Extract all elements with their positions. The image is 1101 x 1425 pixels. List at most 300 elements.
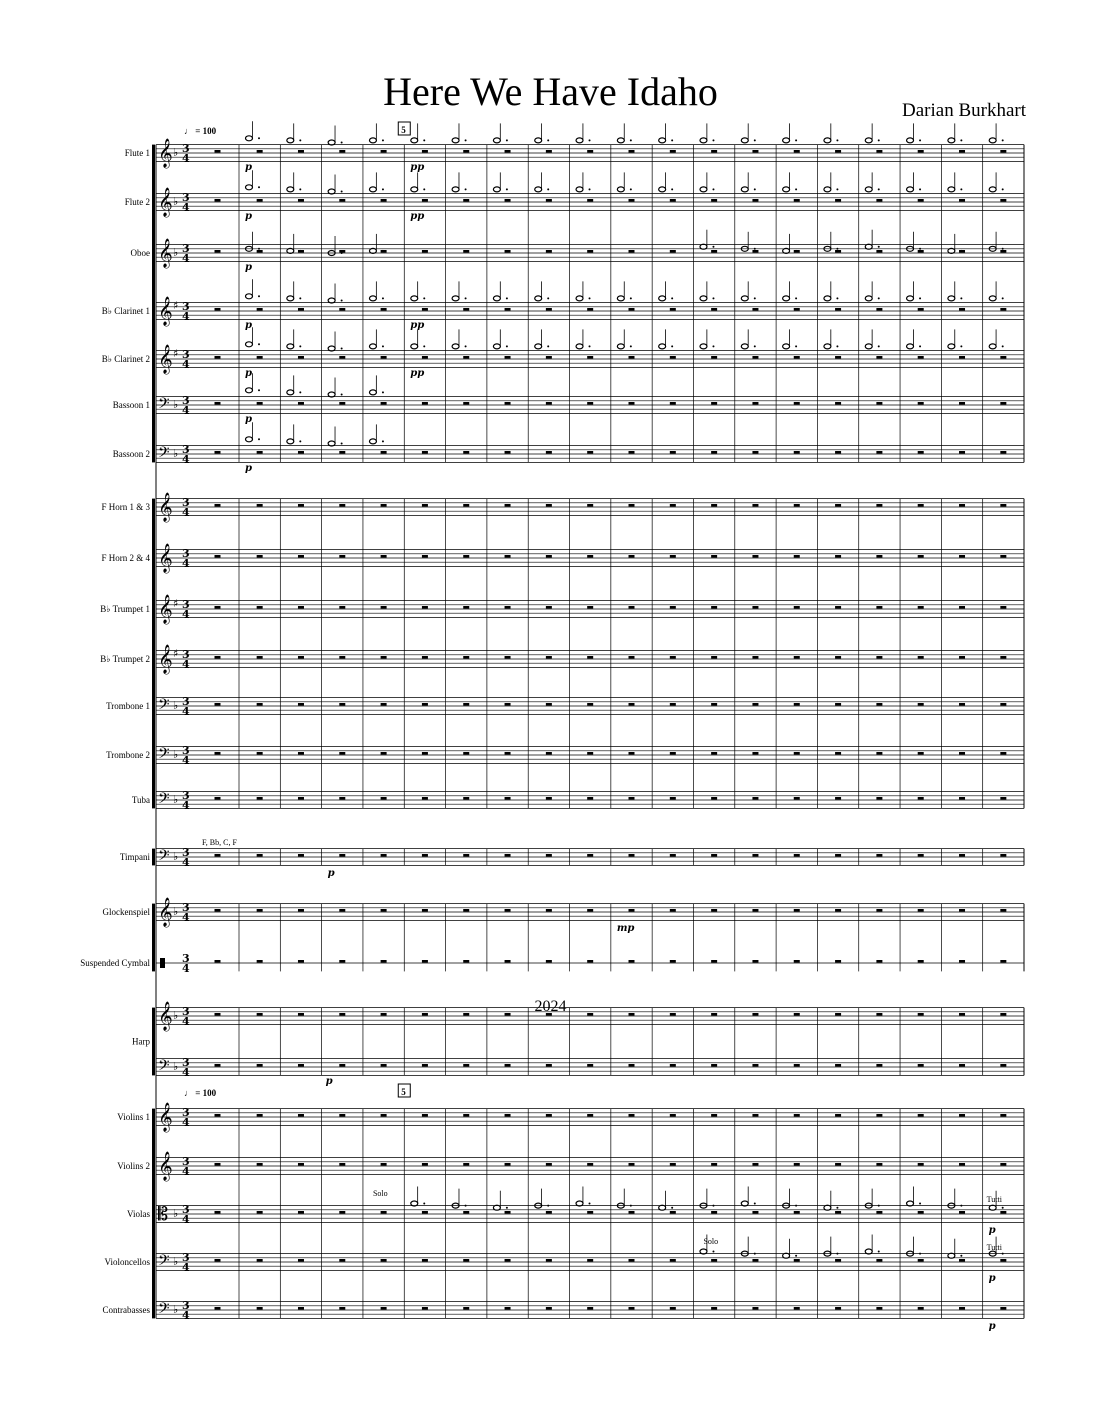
instrument-label: Glockenspiel — [102, 907, 150, 917]
whole-rest — [752, 1307, 758, 1310]
dot — [836, 297, 838, 299]
whole-rest — [918, 909, 924, 912]
whole-rest — [257, 606, 263, 609]
note-head — [452, 138, 459, 143]
dot — [1002, 139, 1004, 141]
whole-rest — [298, 1307, 304, 1310]
group-bracket — [152, 849, 155, 866]
whole-rest — [257, 1114, 263, 1117]
whole-rest — [546, 199, 552, 202]
whole-rest — [463, 555, 469, 558]
instrument-label: B♭ Clarinet 2 — [101, 354, 150, 364]
whole-rest — [629, 555, 635, 558]
whole-rest — [587, 308, 593, 311]
whole-rest — [670, 250, 676, 253]
instrument-label: Trombone 2 — [106, 750, 150, 760]
dot — [547, 1205, 549, 1207]
whole-rest — [629, 356, 635, 359]
whole-rest — [918, 199, 924, 202]
treble-clef-icon: 𝄞 — [158, 138, 173, 167]
dot — [547, 188, 549, 190]
whole-rest — [670, 656, 676, 659]
whole-rest — [463, 909, 469, 912]
whole-rest — [1000, 909, 1006, 912]
whole-rest — [876, 451, 882, 454]
dot — [299, 250, 301, 252]
whole-rest — [629, 402, 635, 405]
whole-rest — [422, 402, 428, 405]
whole-rest — [794, 797, 800, 800]
note-head — [659, 187, 666, 192]
dot — [878, 246, 880, 248]
dot — [258, 137, 260, 139]
whole-rest — [835, 250, 841, 253]
time-signature-top: 3 — [182, 789, 190, 802]
dot — [465, 345, 467, 347]
dynamic-dyn_p: p — [245, 262, 252, 273]
whole-rest — [339, 555, 345, 558]
whole-rest — [215, 1259, 221, 1262]
whole-rest — [959, 356, 965, 359]
note-head — [246, 136, 253, 141]
whole-rest — [381, 1064, 387, 1067]
whole-rest — [835, 752, 841, 755]
time-signature-bottom: 4 — [182, 453, 190, 466]
note-head — [246, 185, 253, 190]
whole-rest — [339, 199, 345, 202]
note-head — [948, 296, 955, 301]
dot — [919, 345, 921, 347]
whole-rest — [546, 504, 552, 507]
dot — [547, 297, 549, 299]
whole-rest — [587, 356, 593, 359]
whole-rest — [794, 356, 800, 359]
whole-rest — [463, 606, 469, 609]
whole-rest — [298, 960, 304, 963]
whole-rest — [876, 909, 882, 912]
note-head — [411, 344, 418, 349]
dynamic-dyn_p: p — [988, 1225, 996, 1236]
note-head — [411, 296, 418, 301]
whole-rest — [835, 656, 841, 659]
whole-rest — [257, 854, 263, 857]
whole-rest — [505, 1114, 511, 1117]
whole-rest — [298, 199, 304, 202]
note-head — [948, 138, 955, 143]
dot — [836, 188, 838, 190]
bass-clef-icon: 𝄢 — [158, 847, 170, 868]
whole-rest — [587, 960, 593, 963]
dot — [423, 345, 425, 347]
note-head — [865, 296, 872, 301]
instrument-label: Timpani — [119, 852, 150, 862]
whole-rest — [794, 656, 800, 659]
whole-rest — [257, 1259, 263, 1262]
dot — [712, 345, 714, 347]
dot — [960, 1255, 962, 1257]
whole-rest — [422, 1064, 428, 1067]
whole-rest — [339, 1211, 345, 1214]
whole-rest — [422, 854, 428, 857]
whole-rest — [1000, 308, 1006, 311]
whole-rest — [339, 797, 345, 800]
whole-rest — [422, 199, 428, 202]
dot — [836, 345, 838, 347]
whole-rest — [505, 451, 511, 454]
time-signature-bottom: 4 — [182, 1116, 190, 1129]
whole-rest — [215, 150, 221, 153]
dot — [712, 139, 714, 141]
whole-rest — [1000, 555, 1006, 558]
instrument-label: Violas — [127, 1209, 150, 1219]
dot — [299, 139, 301, 141]
whole-rest — [918, 1114, 924, 1117]
whole-rest — [463, 402, 469, 405]
note-head — [989, 187, 996, 192]
whole-rest — [463, 703, 469, 706]
note-head — [783, 296, 790, 301]
whole-rest — [505, 504, 511, 507]
dot — [836, 1207, 838, 1209]
note-head — [369, 296, 376, 301]
whole-rest — [794, 1211, 800, 1214]
note-head — [617, 187, 624, 192]
dot — [589, 345, 591, 347]
whole-rest — [463, 960, 469, 963]
whole-rest — [463, 451, 469, 454]
whole-rest — [670, 504, 676, 507]
dot — [299, 345, 301, 347]
whole-rest — [215, 555, 221, 558]
whole-rest — [918, 150, 924, 153]
time-signature-top: 3 — [182, 394, 190, 407]
whole-rest — [629, 1307, 635, 1310]
dot — [878, 1251, 880, 1253]
dot — [754, 139, 756, 141]
whole-rest — [629, 250, 635, 253]
whole-rest — [794, 703, 800, 706]
whole-rest — [959, 1259, 965, 1262]
note-head — [411, 187, 418, 192]
note-head — [287, 138, 294, 143]
whole-rest — [587, 606, 593, 609]
whole-rest — [1000, 656, 1006, 659]
dot — [423, 1203, 425, 1205]
bass-clef-icon: 𝄢 — [158, 696, 170, 717]
dot — [795, 188, 797, 190]
dot — [630, 139, 632, 141]
whole-rest — [339, 402, 345, 405]
dynamic-dyn_p: p — [988, 1321, 996, 1332]
whole-rest — [463, 1307, 469, 1310]
dot — [754, 297, 756, 299]
whole-rest — [959, 656, 965, 659]
whole-rest — [876, 308, 882, 311]
whole-rest — [505, 703, 511, 706]
time-signature-top: 3 — [182, 648, 190, 661]
time-signature-top: 3 — [182, 744, 190, 757]
time-signature-bottom: 4 — [182, 1261, 190, 1274]
time-signature-top: 3 — [182, 598, 190, 611]
whole-rest — [257, 960, 263, 963]
whole-rest — [629, 199, 635, 202]
note-head — [452, 296, 459, 301]
whole-rest — [463, 150, 469, 153]
whole-rest — [463, 504, 469, 507]
note-head — [287, 439, 294, 444]
whole-rest — [711, 909, 717, 912]
time-signature-top: 3 — [182, 348, 190, 361]
whole-rest — [835, 308, 841, 311]
whole-rest — [587, 1259, 593, 1262]
time-signature-top: 3 — [182, 443, 190, 456]
note-head — [369, 439, 376, 444]
note-head — [659, 138, 666, 143]
whole-rest — [711, 1211, 717, 1214]
whole-rest — [959, 703, 965, 706]
dot — [465, 139, 467, 141]
time-signature-top: 3 — [182, 242, 190, 255]
note-head — [535, 187, 542, 192]
whole-rest — [381, 1259, 387, 1262]
whole-rest — [381, 504, 387, 507]
whole-rest — [298, 606, 304, 609]
dynamic-dyn_pp: pp — [410, 211, 425, 222]
note-head — [824, 344, 831, 349]
dot — [299, 391, 301, 393]
dot — [299, 297, 301, 299]
time-signature-top: 3 — [182, 1203, 190, 1216]
time-signature-top: 3 — [182, 547, 190, 560]
note-head — [989, 138, 996, 143]
bass-clef-icon: 𝄢 — [158, 1300, 170, 1321]
dot — [341, 142, 343, 144]
bass-clef-icon: 𝄢 — [158, 745, 170, 766]
dot — [341, 191, 343, 193]
instrument-label: Violoncellos — [104, 1257, 150, 1267]
note-head — [452, 187, 459, 192]
dot — [341, 252, 343, 254]
dynamic-dyn_p: p — [245, 368, 252, 379]
whole-rest — [546, 1259, 552, 1262]
treble-clef-icon: 𝄞 — [158, 897, 173, 926]
flat-icon: ♭ — [173, 699, 179, 712]
whole-rest — [381, 356, 387, 359]
note-head — [535, 344, 542, 349]
whole-rest — [835, 960, 841, 963]
dot — [589, 297, 591, 299]
instrument-label: Violins 2 — [117, 1161, 150, 1171]
whole-rest — [752, 797, 758, 800]
flat-icon: ♭ — [173, 447, 179, 460]
whole-rest — [298, 150, 304, 153]
dynamic-dyn_p: p — [245, 414, 252, 425]
whole-rest — [339, 656, 345, 659]
footer-year: 2024 — [534, 998, 567, 1015]
whole-rest — [1000, 402, 1006, 405]
whole-rest — [298, 1211, 304, 1214]
time-signature-bottom: 4 — [182, 658, 190, 671]
whole-rest — [381, 656, 387, 659]
bass-clef-icon: 𝄢 — [158, 395, 170, 416]
time-signature-top: 3 — [182, 496, 190, 509]
note-head — [865, 344, 872, 349]
whole-rest — [257, 451, 263, 454]
time-signature-bottom: 4 — [182, 310, 190, 323]
whole-rest — [670, 854, 676, 857]
flat-icon: ♭ — [173, 793, 179, 806]
flat-icon: ♭ — [173, 398, 179, 411]
whole-rest — [794, 606, 800, 609]
whole-rest — [835, 555, 841, 558]
whole-rest — [670, 356, 676, 359]
whole-rest — [1000, 606, 1006, 609]
time-signature-bottom: 4 — [182, 1165, 190, 1178]
whole-rest — [381, 1163, 387, 1166]
whole-rest — [463, 1114, 469, 1117]
sharp-icon: ♯ — [173, 647, 179, 660]
dot — [258, 186, 260, 188]
whole-rest — [876, 656, 882, 659]
whole-rest — [670, 1114, 676, 1117]
dot — [341, 300, 343, 302]
instrument-label: Flute 1 — [124, 148, 150, 158]
whole-rest — [505, 854, 511, 857]
whole-rest — [215, 356, 221, 359]
dot — [465, 1205, 467, 1207]
whole-rest — [670, 960, 676, 963]
note-head — [246, 294, 253, 299]
instrument-label: Violins 1 — [117, 1112, 150, 1122]
whole-rest — [505, 555, 511, 558]
whole-rest — [835, 1163, 841, 1166]
whole-rest — [835, 1064, 841, 1067]
dot — [258, 389, 260, 391]
whole-rest — [587, 1114, 593, 1117]
whole-rest — [876, 1114, 882, 1117]
dynamic-dyn_p: p — [245, 320, 252, 331]
dot — [547, 139, 549, 141]
note-head — [783, 187, 790, 192]
whole-rest — [505, 1064, 511, 1067]
whole-rest — [752, 308, 758, 311]
whole-rest — [670, 909, 676, 912]
time-signature-top: 3 — [182, 1299, 190, 1312]
whole-rest — [959, 854, 965, 857]
note-head — [369, 344, 376, 349]
instrument-label: F Horn 2 & 4 — [101, 553, 150, 563]
whole-rest — [711, 199, 717, 202]
dynamic-dyn_p: p — [245, 162, 252, 173]
whole-rest — [215, 1163, 221, 1166]
whole-rest — [505, 1259, 511, 1262]
whole-rest — [752, 150, 758, 153]
whole-rest — [463, 854, 469, 857]
whole-rest — [381, 854, 387, 857]
whole-rest — [670, 703, 676, 706]
whole-rest — [876, 402, 882, 405]
dot — [589, 188, 591, 190]
note-head — [907, 187, 914, 192]
whole-rest — [959, 504, 965, 507]
whole-rest — [381, 1211, 387, 1214]
whole-rest — [257, 797, 263, 800]
whole-rest — [215, 909, 221, 912]
time-signature-bottom: 4 — [182, 252, 190, 265]
whole-rest — [711, 1307, 717, 1310]
whole-rest — [546, 308, 552, 311]
flat-icon: ♭ — [173, 1009, 179, 1022]
whole-rest — [918, 1064, 924, 1067]
whole-rest — [298, 797, 304, 800]
whole-rest — [546, 1211, 552, 1214]
whole-rest — [381, 150, 387, 153]
whole-rest — [546, 909, 552, 912]
whole-rest — [752, 1114, 758, 1117]
note-head — [907, 344, 914, 349]
instrument-label: Harp — [132, 1036, 150, 1047]
whole-rest — [339, 1114, 345, 1117]
dot — [630, 1205, 632, 1207]
time-signature-top: 3 — [182, 1106, 190, 1119]
rehearsal-mark: 5 — [401, 125, 406, 135]
whole-rest — [1000, 703, 1006, 706]
whole-rest — [1000, 150, 1006, 153]
whole-rest — [752, 752, 758, 755]
whole-rest — [298, 854, 304, 857]
whole-rest — [257, 308, 263, 311]
whole-rest — [422, 1259, 428, 1262]
note-head — [576, 344, 583, 349]
time-signature-bottom: 4 — [182, 1309, 190, 1322]
whole-rest — [546, 797, 552, 800]
whole-rest — [711, 606, 717, 609]
time-signature-bottom: 4 — [182, 856, 190, 869]
dot — [1002, 248, 1004, 250]
whole-rest — [629, 1064, 635, 1067]
whole-rest — [587, 555, 593, 558]
whole-rest — [918, 752, 924, 755]
whole-rest — [1000, 504, 1006, 507]
whole-rest — [339, 960, 345, 963]
whole-rest — [422, 752, 428, 755]
whole-rest — [339, 356, 345, 359]
note-head — [617, 296, 624, 301]
note-head — [824, 187, 831, 192]
whole-rest — [629, 1163, 635, 1166]
whole-rest — [918, 960, 924, 963]
bass-clef-icon: 𝄢 — [158, 790, 170, 811]
whole-rest — [835, 797, 841, 800]
whole-rest — [918, 250, 924, 253]
whole-rest — [257, 1163, 263, 1166]
note-head — [741, 296, 748, 301]
whole-rest — [257, 1211, 263, 1214]
whole-rest — [876, 1259, 882, 1262]
whole-rest — [918, 1211, 924, 1214]
percussion-clef-icon — [160, 958, 165, 968]
whole-rest — [298, 656, 304, 659]
tutti-label: Tutti — [986, 1195, 1002, 1204]
whole-rest — [876, 150, 882, 153]
group-bracket — [152, 1008, 155, 1076]
whole-rest — [463, 1163, 469, 1166]
whole-rest — [670, 752, 676, 755]
whole-rest — [215, 960, 221, 963]
whole-rest — [835, 1259, 841, 1262]
whole-rest — [422, 909, 428, 912]
bass-clef-icon: 𝄢 — [158, 1252, 170, 1273]
